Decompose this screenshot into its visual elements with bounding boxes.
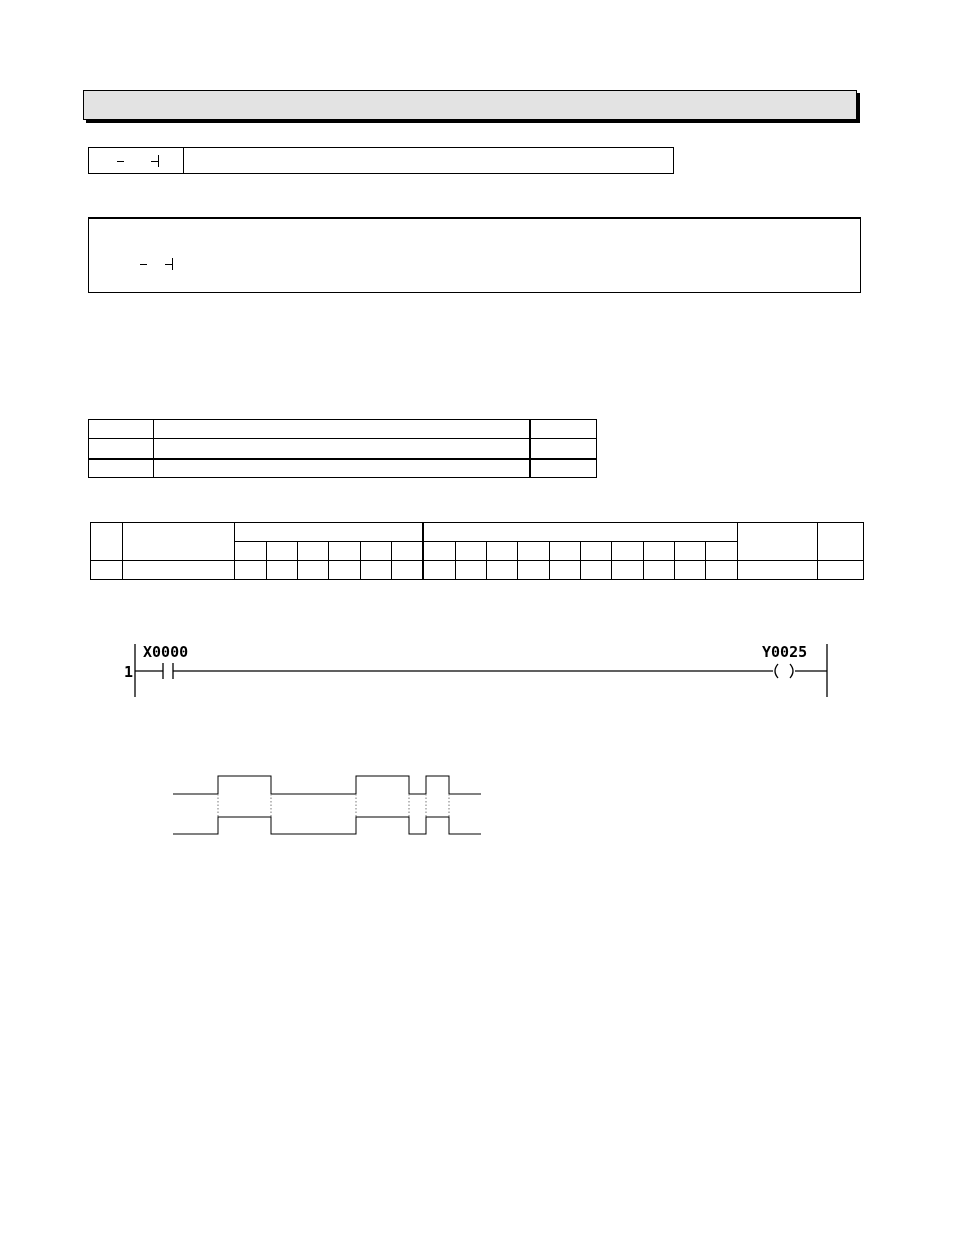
coil-address: Y0025 <box>762 643 808 661</box>
rung-number: 1 <box>124 663 134 681</box>
ladder-diagram <box>135 644 827 697</box>
input-signal-trace <box>173 776 481 794</box>
coil-left-arc <box>775 664 778 678</box>
contact-address: X0000 <box>143 643 189 661</box>
timing-chart <box>173 776 481 834</box>
coil-right-arc <box>790 664 793 678</box>
alignment-guides <box>218 794 449 817</box>
output-signal-trace <box>173 817 481 834</box>
